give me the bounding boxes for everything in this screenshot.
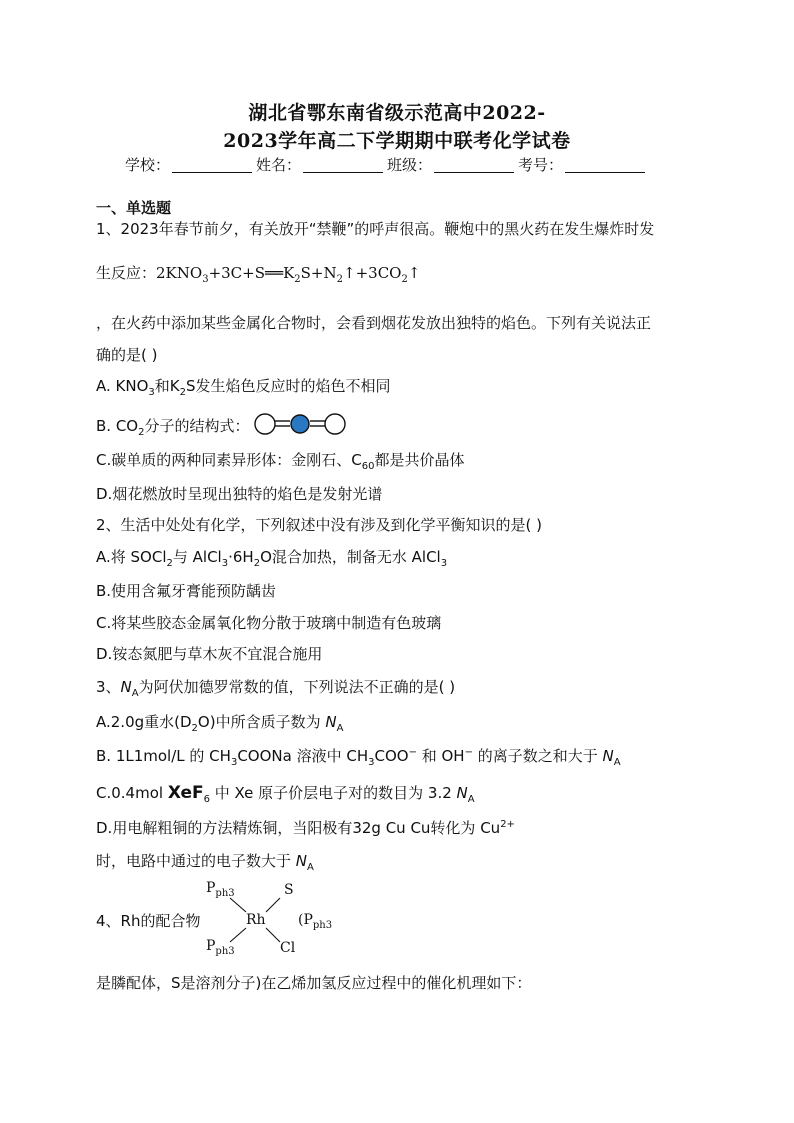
co2-ball-model-icon [254, 411, 346, 437]
q1-stem-line1: 1、2023年春节前夕，有关放开“禁鞭”的呼声很高。鞭炮中的黑火药在发生爆炸时发 [96, 220, 655, 238]
q2-option-a: A.将 SOCl$_2$与 $AlCl_3\cdot 6H_2O$混合加热，制备无水 AlCl$_3$ [96, 548, 448, 569]
q3-option-d-line1: D.用电解粗铜的方法精炼铜，当阳极有32g Cu Cu转化为 $Cu^{2+}$ [96, 819, 515, 837]
q3-option-a: A.2.0g重水$(D_2O)$中所含质子数为 $N_A$ [96, 713, 344, 734]
paren-label: ($P_{ph3}$ [298, 912, 333, 931]
q1-option-b: B. $CO_2$分子的结构式： [96, 411, 346, 437]
q1-option-c: C.碳单质的两种同素异形体：金刚石、$C_{60}$都是共价晶体 [96, 451, 465, 472]
q3-option-c: C.0.4mol XeF$_6$ 中 Xe 原子价层电子对的数目为 3.2 $N_A$ [96, 783, 475, 805]
rh-complex-structure [96, 878, 356, 968]
rh-label: Rh [246, 912, 266, 928]
q2-option-c: C.将某些胶态金属氧化物分散于玻璃中制造有色玻璃 [96, 614, 442, 632]
q2-stem: 2、生活中处处有化学，下列叙述中没有涉及到化学平衡知识的是( ) [96, 516, 543, 534]
p-top-label: $P_{ph3}$ [206, 880, 235, 899]
q2-option-d: D.铵态氮肥与草木灰不宜混合施用 [96, 645, 323, 663]
q3-option-b: B. 1L1mol/L 的 $CH_3COONa$ 溶液中 $CH_3COO^-$ 和 OH− 的离子数之和大于 $N_A$ [96, 747, 621, 768]
exam-title-line2: 2023学年高二下学期期中联考化学试卷 [223, 130, 571, 152]
class-label: 班级： [387, 156, 433, 174]
school-label: 学校： [125, 156, 171, 174]
reaction-equation: $2KNO_3+3C+S══K_2S+N_2↑+3CO_2↑$ [156, 264, 421, 285]
q1-stem-line4: 确的是( ) [96, 346, 158, 364]
q1-stem-line3: ，在火药中添加某些金属化合物时，会看到烟花发放出独特的焰色。下列有关说法正 [96, 314, 652, 332]
exam-no-blank [565, 158, 645, 173]
name-blank [303, 158, 383, 173]
class-blank [434, 158, 514, 173]
q3-option-d-line2: 时，电路中通过的电子数大于 $N_A$ [96, 852, 314, 873]
q4-prefix: 4、Rh的配合物 [96, 912, 201, 930]
cl-label: Cl [280, 940, 296, 956]
school-blank [172, 158, 252, 173]
name-label: 姓名： [256, 156, 302, 174]
q2-option-b: B.使用含氟牙膏能预防龋齿 [96, 582, 277, 600]
exam-title-line1: 湖北省鄂东南省级示范高中2022- [248, 102, 546, 124]
section-heading: 一、单选题 [96, 199, 172, 217]
q1-equation-line [96, 262, 420, 283]
s-label: S [284, 882, 294, 898]
rh-bonds [96, 878, 356, 968]
q3-stem: 3、$N_A$为阿伏加德罗常数的值，下列说法不正确的是( ) [96, 678, 456, 699]
q4-stem-line2: 是膦配体，S是溶剂分子)在乙烯加氢反应过程中的催化机理如下： [96, 974, 532, 992]
exam-no-label: 考号： [518, 156, 564, 174]
q1-option-d: D.烟花燃放时呈现出独特的焰色是发射光谱 [96, 485, 383, 503]
q1-stem-prefix: 生反应： [96, 264, 157, 282]
q1-option-a: A. $KNO_3$和$K_2S$发生焰色反应时的焰色不相同 [96, 377, 391, 398]
p-bottom-label: $P_{ph3}$ [206, 938, 235, 957]
student-info-row [125, 154, 649, 175]
